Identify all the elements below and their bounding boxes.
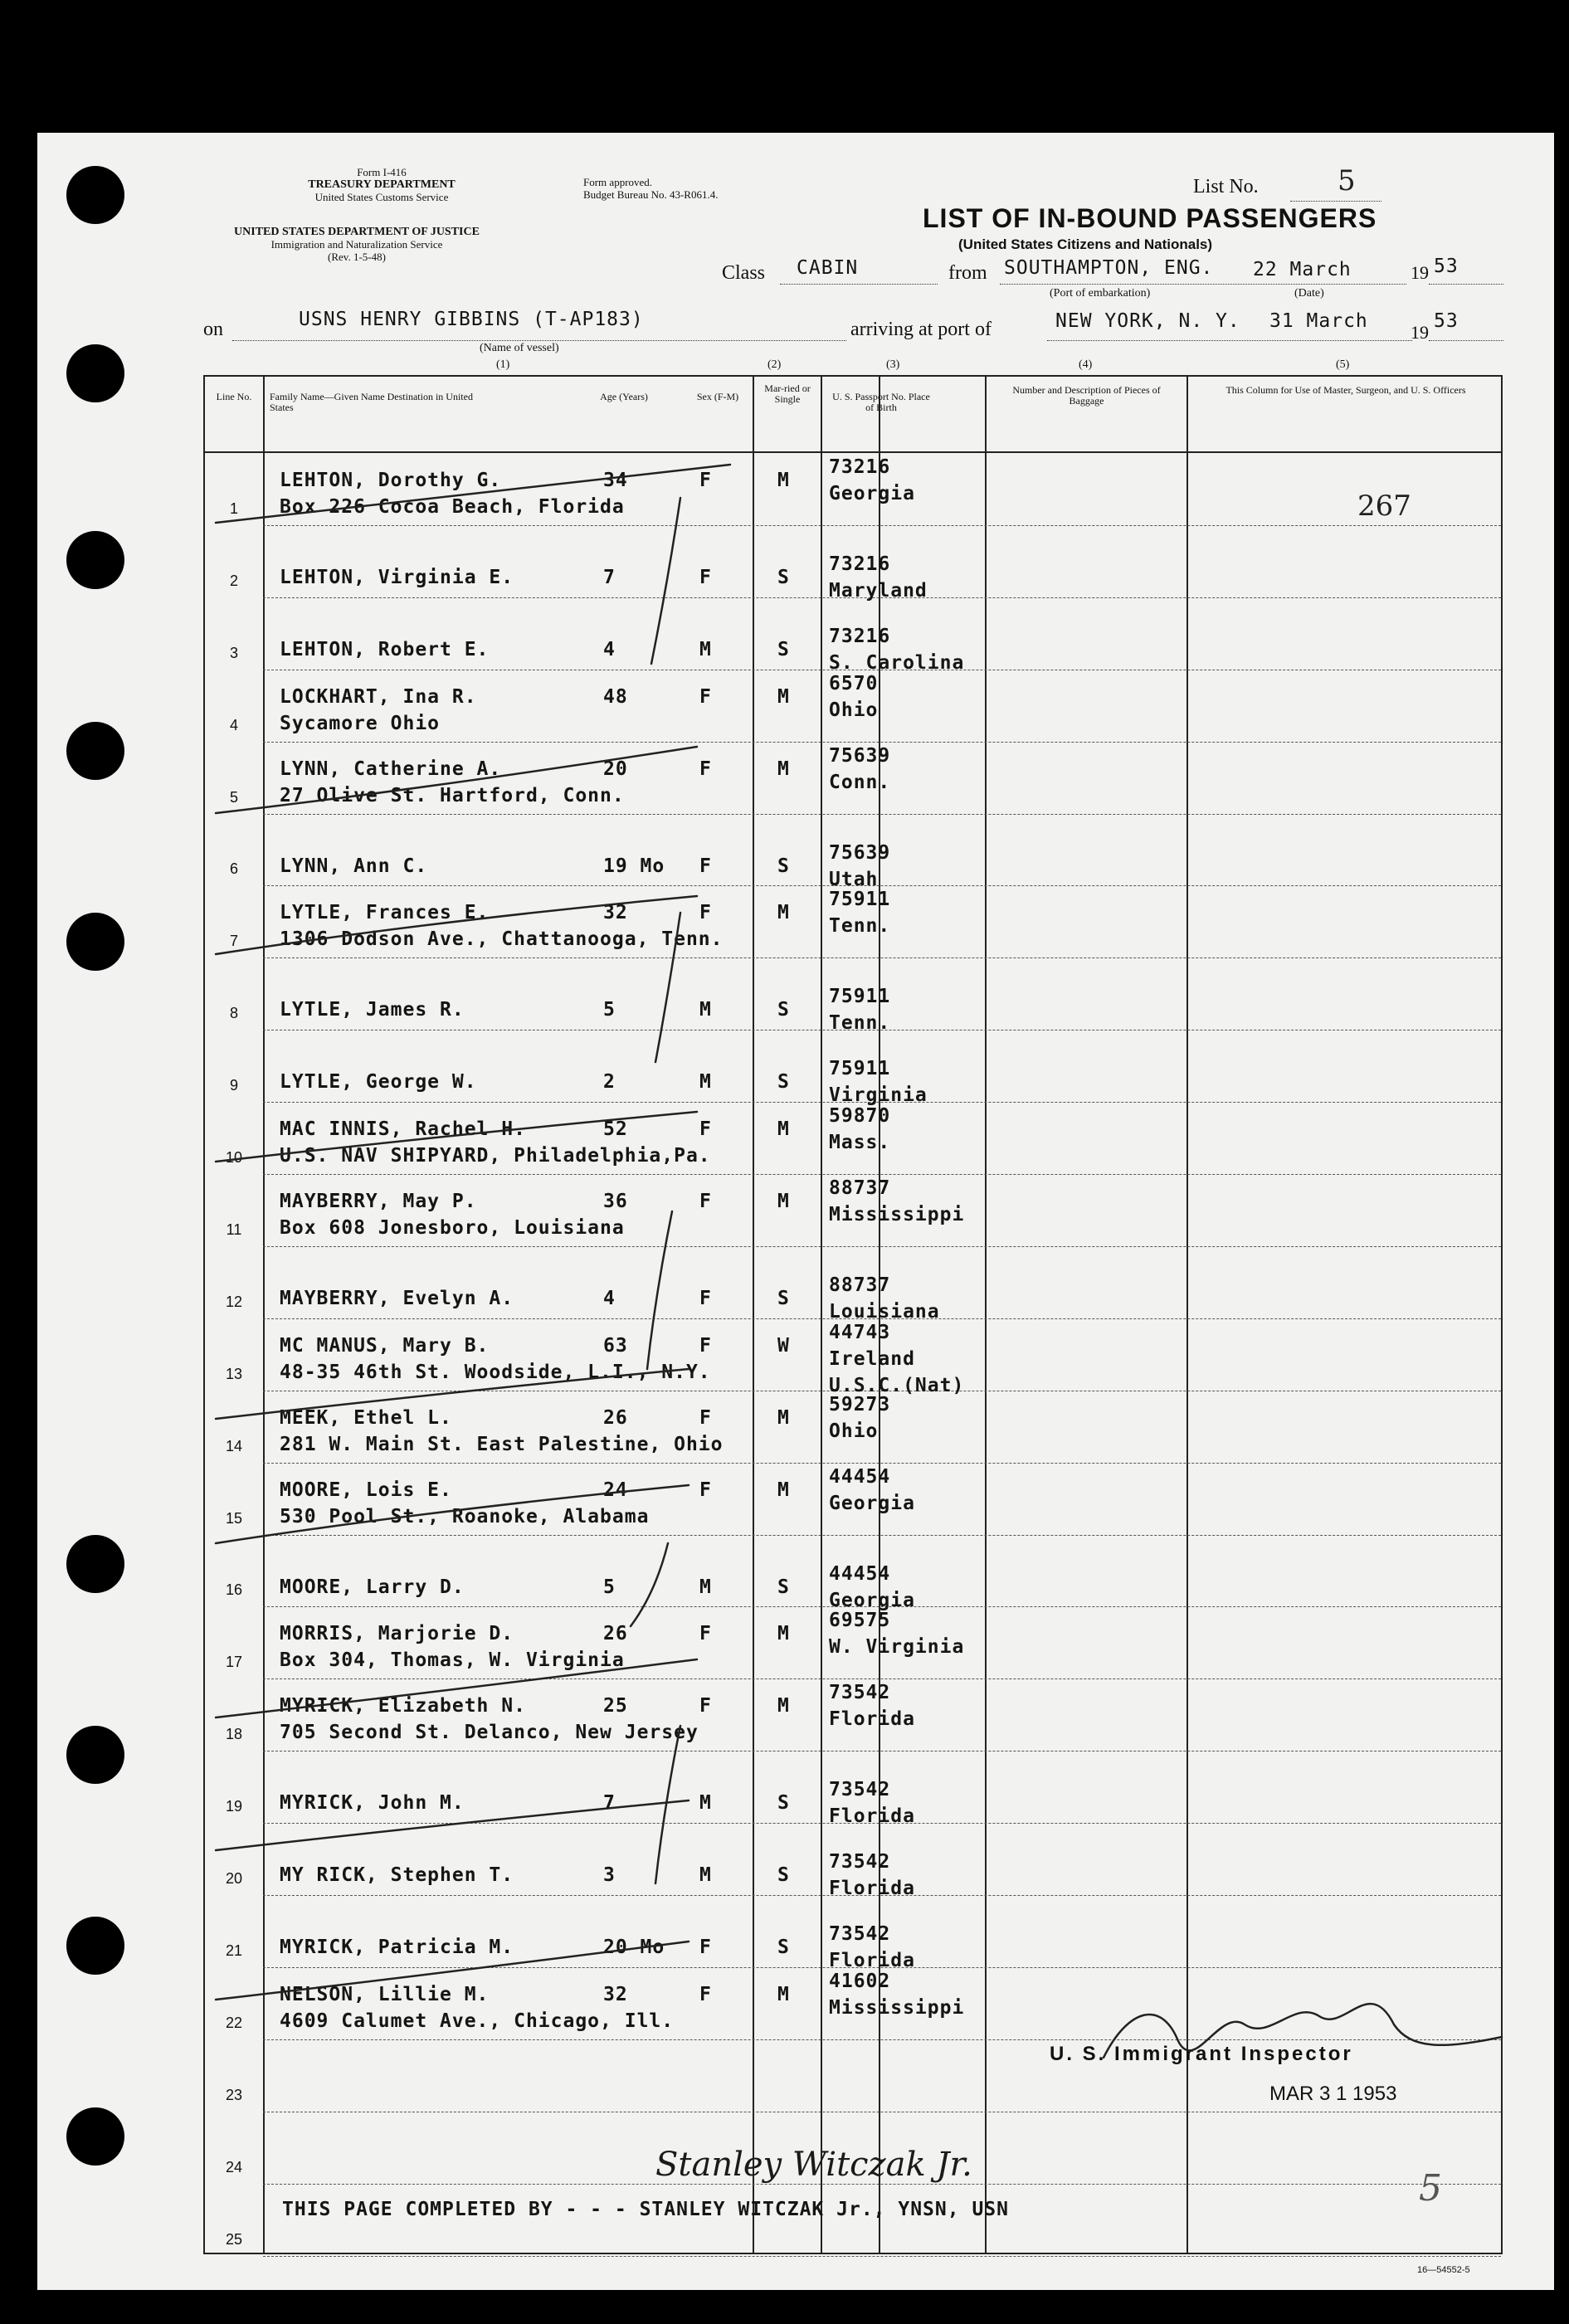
line-number: 6	[229, 860, 238, 878]
passport-number: 59870	[829, 1105, 891, 1128]
passport-number: 73216	[829, 553, 891, 575]
place-of-birth: Louisiana	[829, 1300, 940, 1323]
marital-status: S	[777, 1937, 790, 1958]
passport-number: 44454	[829, 1562, 891, 1585]
marital-status: M	[777, 1406, 790, 1429]
age: 3	[603, 1864, 616, 1887]
line-number: 1	[229, 499, 238, 517]
line-number: 9	[229, 1077, 238, 1094]
sex: F	[699, 1983, 712, 2005]
age: 7	[603, 566, 616, 588]
passenger-name: LYNN, Ann C.	[280, 855, 428, 877]
class-label: Class	[722, 262, 766, 284]
destination: 281 W. Main St. East Palestine, Ohio	[280, 1433, 724, 1455]
passport-number: 75639	[829, 841, 891, 864]
passport-number: 88737	[829, 1274, 891, 1296]
header-baggage: Number and Description of Pieces of Baggage	[1012, 384, 1161, 407]
completed-by-line: THIS PAGE COMPLETED BY - - - STANLEY WITCZAK Jr., YNSN, USN	[282, 2199, 1009, 2220]
passport-number: 75911	[829, 889, 891, 911]
citizenship-note: U.S.C.(Nat)	[829, 1374, 965, 1396]
passenger-name: MOORE, Lois E.	[280, 1479, 452, 1501]
passport-number: 73542	[829, 1923, 891, 1945]
treasury-department: TREASURY DEPARTMENT	[308, 178, 456, 191]
age: 4	[603, 1287, 616, 1309]
destination: 530 Pool St., Roanoke, Alabama	[280, 1505, 650, 1527]
sex: F	[699, 1118, 712, 1141]
destination: 4609 Calumet Ave., Chicago, Ill.	[280, 2010, 675, 2032]
line-number: 25	[225, 2230, 243, 2248]
place-of-birth: Florida	[829, 1878, 915, 1900]
header-passport: U. S. Passport No. Place of Birth	[832, 391, 930, 413]
sex: F	[699, 1937, 712, 1958]
sex: F	[699, 758, 712, 780]
destination: 27 Olive St. Hartford, Conn.	[280, 784, 625, 806]
marital-status: S	[777, 566, 790, 588]
passenger-name: LEHTON, Robert E.	[280, 638, 490, 660]
arriving-label: arriving at port of	[850, 319, 992, 340]
passenger-name: MYRICK, John M.	[280, 1792, 465, 1815]
place-of-birth: Mississippi	[829, 1996, 965, 2019]
age: 24	[603, 1479, 628, 1501]
marital-status: M	[777, 1191, 790, 1212]
from-year: 53	[1434, 256, 1459, 277]
destination: Box 304, Thomas, W. Virginia	[280, 1649, 625, 1672]
line-number: 14	[225, 1437, 243, 1454]
age: 5	[603, 999, 616, 1021]
destination: 1306 Dodson Ave., Chattanooga, Tenn.	[280, 928, 724, 951]
passport-number: 73216	[829, 625, 891, 647]
passport-number: 59273	[829, 1393, 891, 1415]
embarkation-port: SOUTHAMPTON, ENG.	[1004, 257, 1214, 279]
vessel-name: USNS HENRY GIBBINS (T-AP183)	[299, 309, 644, 330]
annotation-267: 267	[1357, 490, 1411, 523]
marital-status: S	[777, 999, 790, 1021]
passenger-name: LEHTON, Dorothy G.	[280, 470, 502, 491]
sex: F	[699, 1191, 712, 1212]
marital-status: M	[777, 470, 790, 491]
passenger-name: MAC INNIS, Rachel H.	[280, 1118, 526, 1141]
place-of-birth: Ireland	[829, 1347, 915, 1370]
signature-stanley-witczak: Stanley Witczak Jr.	[655, 2146, 972, 2184]
line-number: 18	[225, 1726, 243, 1743]
form-subtitle: (United States Citizens and Nationals)	[958, 236, 1213, 252]
form-title: LIST OF IN-BOUND PASSENGERS	[923, 203, 1377, 233]
passenger-name: MAYBERRY, Evelyn A.	[280, 1287, 514, 1309]
form-approved: Form approved.	[583, 176, 653, 188]
column-number-5: (5)	[1336, 358, 1350, 371]
budget-bureau: Budget Bureau No. 43-R061.4.	[583, 188, 719, 201]
passenger-name: MOORE, Larry D.	[280, 1576, 465, 1598]
age: 19 Mo	[603, 855, 665, 877]
place-of-birth: Conn.	[829, 771, 891, 793]
line-number: 10	[225, 1149, 243, 1166]
sex: F	[699, 685, 712, 708]
destination: U.S. NAV SHIPYARD, Philadelphia,Pa.	[280, 1145, 711, 1167]
sex: F	[699, 470, 712, 491]
marital-status: S	[777, 1864, 790, 1887]
age: 20 Mo	[603, 1937, 665, 1958]
age: 26	[603, 1623, 628, 1645]
passport-number: 75639	[829, 744, 891, 767]
sex: F	[699, 566, 712, 588]
place-of-birth: Tenn.	[829, 1012, 891, 1035]
place-of-birth: W. Virginia	[829, 1636, 965, 1659]
passport-number: 73542	[829, 1851, 891, 1873]
marital-status: M	[777, 758, 790, 780]
arrival-date: 31 March	[1269, 310, 1368, 332]
line-number: 8	[229, 1005, 238, 1022]
passport-number: 44454	[829, 1465, 891, 1488]
sex: M	[699, 1071, 712, 1094]
header-line-no: Line No.	[216, 391, 252, 402]
column-number-3: (3)	[886, 358, 900, 371]
line-number: 20	[225, 1870, 243, 1887]
sex: M	[699, 1792, 712, 1815]
place-of-birth: Maryland	[829, 579, 928, 602]
line-number: 11	[226, 1220, 242, 1238]
header-officers: This Column for Use of Master, Surgeon, and U. S. Officers	[1225, 384, 1466, 396]
revision: (Rev. 1-5-48)	[328, 251, 386, 263]
marital-status: M	[777, 902, 790, 924]
age: 26	[603, 1406, 628, 1429]
passenger-name: MAYBERRY, May P.	[280, 1191, 477, 1212]
age: 52	[603, 1118, 628, 1141]
inspector-stamp-date: MAR 3 1 1953	[1269, 2083, 1397, 2105]
marital-status: S	[777, 1576, 790, 1598]
inspector-title: U. S. Immigrant Inspector	[1050, 2043, 1353, 2065]
justice-department: UNITED STATES DEPARTMENT OF JUSTICE	[234, 226, 480, 238]
place-of-birth: Georgia	[829, 483, 915, 504]
line-number: 3	[229, 644, 238, 661]
place-of-birth: Florida	[829, 1950, 915, 1971]
line-number: 16	[225, 1581, 243, 1599]
line-number: 2	[229, 572, 238, 589]
from-year-prefix: 19	[1411, 262, 1429, 283]
age: 63	[603, 1334, 628, 1357]
line-number: 12	[225, 1293, 243, 1310]
passport-number: 75911	[829, 986, 891, 1008]
customs-service: United States Customs Service	[314, 191, 449, 203]
line-number: 5	[229, 788, 238, 806]
place-of-birth: Florida	[829, 1708, 915, 1731]
ins-service: Immigration and Naturalization Service	[270, 238, 443, 251]
age: 7	[603, 1792, 616, 1815]
footer-code: 16—54552-5	[1417, 2265, 1470, 2275]
arrival-year-prefix: 19	[1411, 322, 1429, 343]
sex: M	[699, 1576, 712, 1598]
passenger-name: LEHTON, Virginia E.	[280, 566, 514, 588]
passenger-name: MY RICK, Stephen T.	[280, 1864, 514, 1887]
sex: M	[699, 1864, 712, 1887]
arrival-port: NEW YORK, N. Y.	[1055, 310, 1240, 332]
destination: 705 Second St. Delanco, New Jersey	[280, 1722, 699, 1744]
place-of-birth: S. Carolina	[829, 651, 965, 674]
age: 5	[603, 1576, 616, 1598]
marital-status: M	[777, 1479, 790, 1501]
embarkation-date: 22 March	[1253, 259, 1352, 280]
passport-number: 75911	[829, 1058, 891, 1080]
passenger-name: LYNN, Catherine A.	[280, 758, 502, 780]
marital-status: M	[777, 685, 790, 708]
passenger-name: MORRIS, Marjorie D.	[280, 1623, 514, 1645]
sex: F	[699, 1623, 712, 1645]
marital-status: S	[777, 855, 790, 877]
place-of-birth: Ohio	[829, 699, 879, 721]
sex: M	[699, 999, 712, 1021]
place-of-birth: Florida	[829, 1805, 915, 1828]
line-number: 17	[225, 1654, 243, 1671]
place-of-birth: Mass.	[829, 1132, 891, 1154]
marital-status: S	[777, 1071, 790, 1094]
place-of-birth: Utah	[829, 868, 879, 890]
marital-status: M	[777, 1695, 790, 1717]
vessel-caption: (Name of vessel)	[480, 342, 559, 354]
passenger-name: LYTLE, George W.	[280, 1071, 477, 1094]
column-number-4: (4)	[1079, 358, 1093, 371]
passport-number: 6570	[829, 672, 879, 694]
on-label: on	[203, 319, 223, 340]
line-number: 21	[225, 1942, 243, 1959]
marital-status: M	[777, 1983, 790, 2005]
age: 4	[603, 638, 616, 660]
passport-number: 73542	[829, 1779, 891, 1801]
place-of-birth: Georgia	[829, 1589, 915, 1611]
marital-status: S	[777, 1792, 790, 1815]
passenger-name: MEEK, Ethel L.	[280, 1406, 452, 1429]
sex: F	[699, 1479, 712, 1501]
line-number: 13	[225, 1365, 243, 1382]
age: 48	[603, 685, 628, 708]
sex: F	[699, 1334, 712, 1357]
place-of-birth: Mississippi	[829, 1204, 965, 1225]
sex: F	[699, 855, 712, 877]
line-number: 23	[225, 2086, 243, 2103]
passport-number: 69575	[829, 1610, 891, 1632]
line-number: 4	[229, 716, 238, 733]
margin-mark: 5	[1419, 2167, 1442, 2210]
header-age: Age (Years)	[600, 391, 648, 402]
passenger-name: MYRICK, Patricia M.	[280, 1937, 514, 1958]
age: 2	[603, 1071, 616, 1094]
passenger-name: LYTLE, James R.	[280, 999, 465, 1021]
marital-status: S	[777, 638, 790, 660]
passenger-name: LYTLE, Frances E.	[280, 902, 490, 924]
passport-number: 41602	[829, 1970, 891, 1992]
list-no-label: List No.	[1193, 176, 1259, 197]
header-sex: Sex (F-M)	[696, 391, 739, 402]
place-of-birth: Tenn.	[829, 915, 891, 938]
destination: Box 226 Cocoa Beach, Florida	[280, 496, 625, 518]
column-number-2: (2)	[767, 358, 782, 371]
destination: 48-35 46th St. Woodside, L.I., N.Y.	[280, 1361, 711, 1383]
sex: F	[699, 902, 712, 924]
place-of-birth: Virginia	[829, 1084, 928, 1107]
sex: F	[699, 1287, 712, 1309]
passport-number: 44743	[829, 1321, 891, 1343]
form-number: Form I-416	[357, 166, 407, 178]
list-no-value: 5	[1338, 164, 1356, 197]
passport-number: 73542	[829, 1682, 891, 1704]
marital-status: M	[777, 1623, 790, 1645]
passport-number: 88737	[829, 1177, 891, 1199]
column-number-1: (1)	[496, 358, 510, 371]
sex: F	[699, 1406, 712, 1429]
class-value: CABIN	[797, 257, 859, 279]
marital-status: W	[777, 1334, 790, 1357]
age: 36	[603, 1191, 628, 1212]
passenger-name: LOCKHART, Ina R.	[280, 685, 477, 708]
line-number: 22	[225, 2014, 243, 2031]
marital-status: M	[777, 1118, 790, 1141]
line-number: 19	[225, 1798, 243, 1815]
age: 34	[603, 470, 628, 491]
line-number: 15	[225, 1509, 243, 1527]
age: 32	[603, 1983, 628, 2005]
age: 20	[603, 758, 628, 780]
place-of-birth: Georgia	[829, 1492, 915, 1514]
from-label: from	[948, 262, 987, 284]
marital-status: S	[777, 1287, 790, 1309]
arrival-year: 53	[1434, 310, 1459, 332]
age: 25	[603, 1695, 628, 1717]
sex: F	[699, 1695, 712, 1717]
line-number: 7	[229, 933, 238, 950]
header-name: Family Name—Given Name Destination in United States	[270, 391, 473, 413]
embark-caption: (Port of embarkation)	[1050, 287, 1151, 300]
place-of-birth: Ohio	[829, 1420, 879, 1442]
destination: Sycamore Ohio	[280, 712, 441, 734]
destination: Box 608 Jonesboro, Louisiana	[280, 1217, 625, 1239]
sex: M	[699, 638, 712, 660]
passport-number: 73216	[829, 456, 891, 478]
header-married: Mar-ried or Single	[764, 382, 811, 405]
age: 32	[603, 902, 628, 924]
passenger-name: NELSON, Lillie M.	[280, 1983, 490, 2005]
passenger-name: MC MANUS, Mary B.	[280, 1334, 490, 1357]
line-number: 24	[225, 2158, 243, 2175]
date-caption: (Date)	[1294, 287, 1324, 300]
passenger-name: MYRICK, Elizabeth N.	[280, 1695, 526, 1717]
